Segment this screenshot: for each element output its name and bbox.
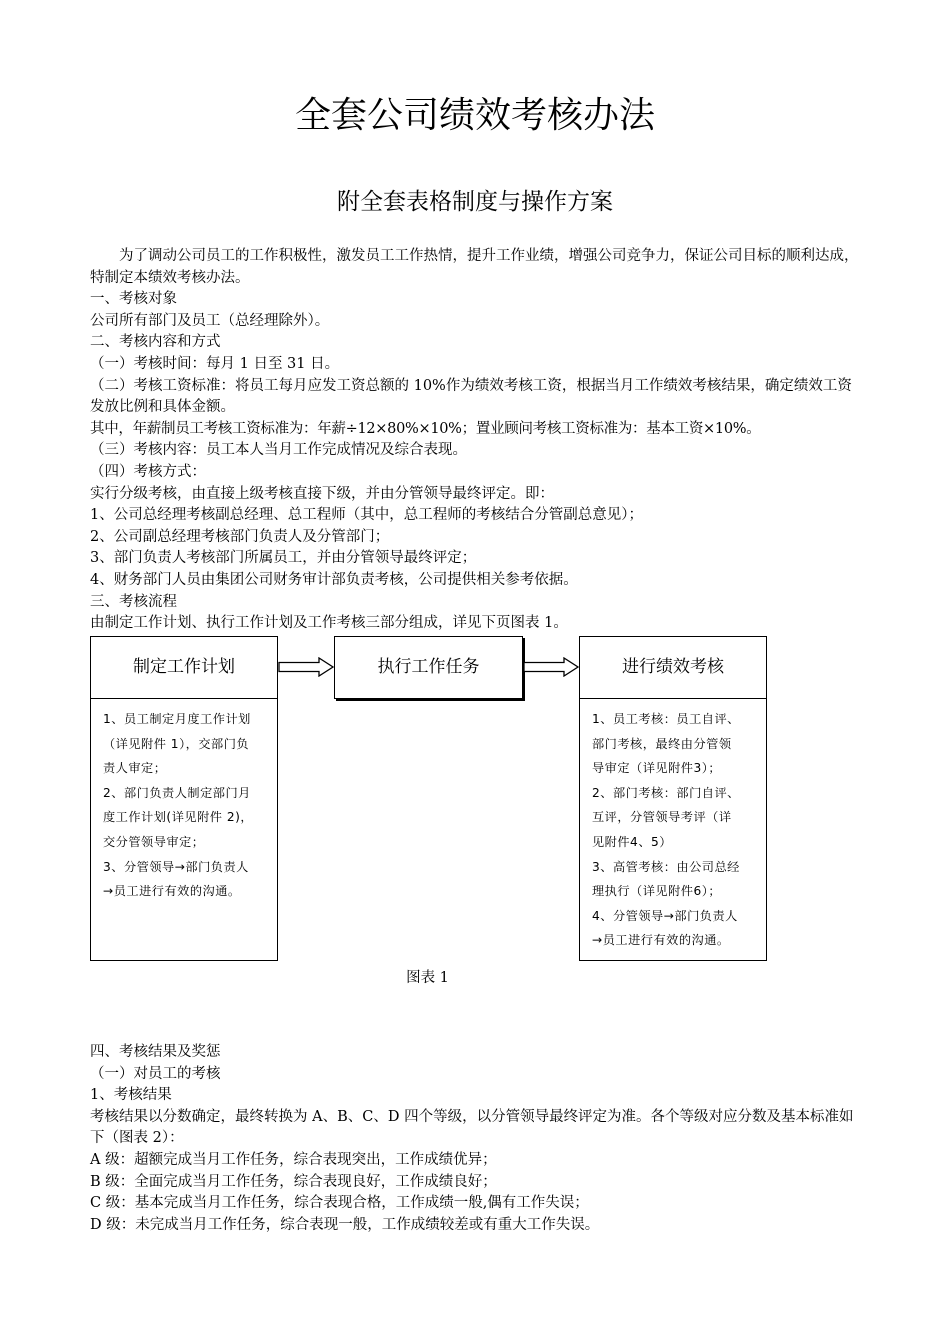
flow-arrow-right-icon	[523, 657, 579, 677]
flow-box-evaluate-details	[579, 698, 767, 961]
flow-arrow-right-icon	[278, 657, 334, 677]
flow-detail-line: 3、分管领导→部门负责人	[103, 859, 249, 874]
list-item: 4、财务部门人员由集团公司财务审计部负责考核，公司提供相关参考依据。	[90, 571, 578, 588]
paragraph-line: （三）考核内容：员工本人当月工作完成情况及综合表现。	[90, 442, 467, 459]
flow-detail-line: 部门考核，最终由分管领	[592, 736, 732, 751]
flow-detail-line: 2、部门负责人制定部门月	[103, 785, 251, 800]
grade-line: A 级：超额完成当月工作任务，综合表现突出，工作成绩优异；	[90, 1151, 497, 1168]
paragraph-line: 其中，年薪制员工考核工资标准为：年薪÷12×80%×10%；置业顾问考核工资标准为：基本工资×10%。	[90, 420, 761, 437]
paragraph-line: （四）考核方式：	[90, 463, 206, 480]
paragraph-line: （一）对员工的考核	[90, 1065, 221, 1082]
flow-detail-line: 责人审定；	[103, 761, 167, 776]
flow-detail-line: 4、分管领导→部门负责人	[592, 908, 738, 923]
flow-detail-line: 度工作计划(详见附件 2)，	[103, 810, 254, 825]
intro-paragraph: 为了调动公司员工的工作积极性，激发员工工作热情，提升工作业绩，增强公司竞争力，保证公司目标的顺利达成，特制定本绩效考核办法。	[90, 248, 859, 286]
policy-body-bottom	[90, 1042, 865, 1236]
flow-box-plan	[90, 636, 278, 699]
section-heading: 一、考核对象	[90, 291, 177, 308]
paragraph-line: （二）考核工资标准：将员工每月应发工资总额的 10%作为绩效考核工资，根据当月工作绩效考核结果，确定绩效工资发放比例和具体金额。	[90, 377, 852, 416]
paragraph-line: 由制定工作计划、执行工作计划及工作考核三部分组成，详见下页图表 1。	[90, 615, 568, 632]
grade-line: C 级：基本完成当月工作任务，综合表现合格，工作成绩一般,偶有工作失误；	[90, 1195, 589, 1212]
paragraph-line: 1、考核结果	[90, 1087, 172, 1104]
flow-detail-line: 导审定（详见附件3）；	[592, 761, 722, 776]
section-heading: 三、考核流程	[90, 593, 177, 610]
flow-detail-line: 2、部门考核：部门自评、	[592, 785, 740, 800]
flow-detail-line: 互评，分管领导考评（详	[592, 810, 732, 825]
list-item: 3、部门负责人考核部门所属员工，并由分管领导最终评定；	[90, 550, 477, 567]
flow-detail-line: 见附件4、5）	[592, 834, 672, 849]
paragraph-line: （一）考核时间：每月 1 日至 31 日。	[90, 355, 340, 372]
flow-box-evaluate	[579, 636, 767, 699]
list-item: 1、公司总经理考核副总经理、总工程师（其中，总工程师的考核结合分管副总意见）；	[90, 507, 643, 524]
flow-detail-line: 理执行（详见附件6）；	[592, 884, 722, 899]
policy-body-top	[90, 246, 865, 635]
grade-line: D 级：未完成当月工作任务，综合表现一般，工作成绩较差或有重大工作失误。	[90, 1216, 600, 1233]
paragraph-line: 实行分级考核，由直接上级考核直接下级，并由分管领导最终评定。即：	[90, 485, 554, 502]
flow-box-execute-title: 执行工作任务	[377, 657, 480, 677]
document-title: 全套公司绩效考核办法	[294, 95, 655, 136]
flow-box-evaluate-title: 进行绩效考核	[622, 657, 724, 677]
flow-box-plan-details	[90, 698, 278, 961]
section-heading: 二、考核内容和方式	[90, 334, 221, 351]
paragraph-line: 公司所有部门及员工（总经理除外）。	[90, 312, 330, 329]
flow-detail-line: 3、高管考核：由公司总经	[592, 859, 740, 874]
flow-detail-line: 1、员工考核：员工自评、	[592, 712, 740, 726]
flow-detail-line: 1、员工制定月度工作计划	[103, 712, 251, 726]
grade-line: B 级：全面完成当月工作任务，综合表现良好，工作成绩良好；	[90, 1173, 497, 1190]
flow-detail-line: （详见附件 1），交部门负	[103, 736, 250, 751]
flow-detail-line: →员工进行有效的沟通。	[103, 884, 241, 899]
list-item: 2、公司副总经理考核部门负责人及分管部门；	[90, 528, 390, 545]
document-subtitle: 附全套表格制度与操作方案	[337, 189, 613, 215]
figure-caption: 图表 1	[406, 970, 449, 986]
section-heading: 四、考核结果及奖惩	[90, 1044, 221, 1060]
flow-box-plan-title: 制定工作计划	[133, 657, 235, 677]
flow-detail-line: →员工进行有效的沟通。	[592, 933, 730, 948]
flow-box-execute	[334, 636, 523, 699]
paragraph-line: 考核结果以分数确定，最终转换为 A、B、C、D 四个等级，以分管领导最终评定为准。各个等级对应分数及基本标准如下（图表 2）：	[90, 1108, 854, 1147]
flow-detail-line: 交分管领导审定；	[103, 834, 205, 849]
